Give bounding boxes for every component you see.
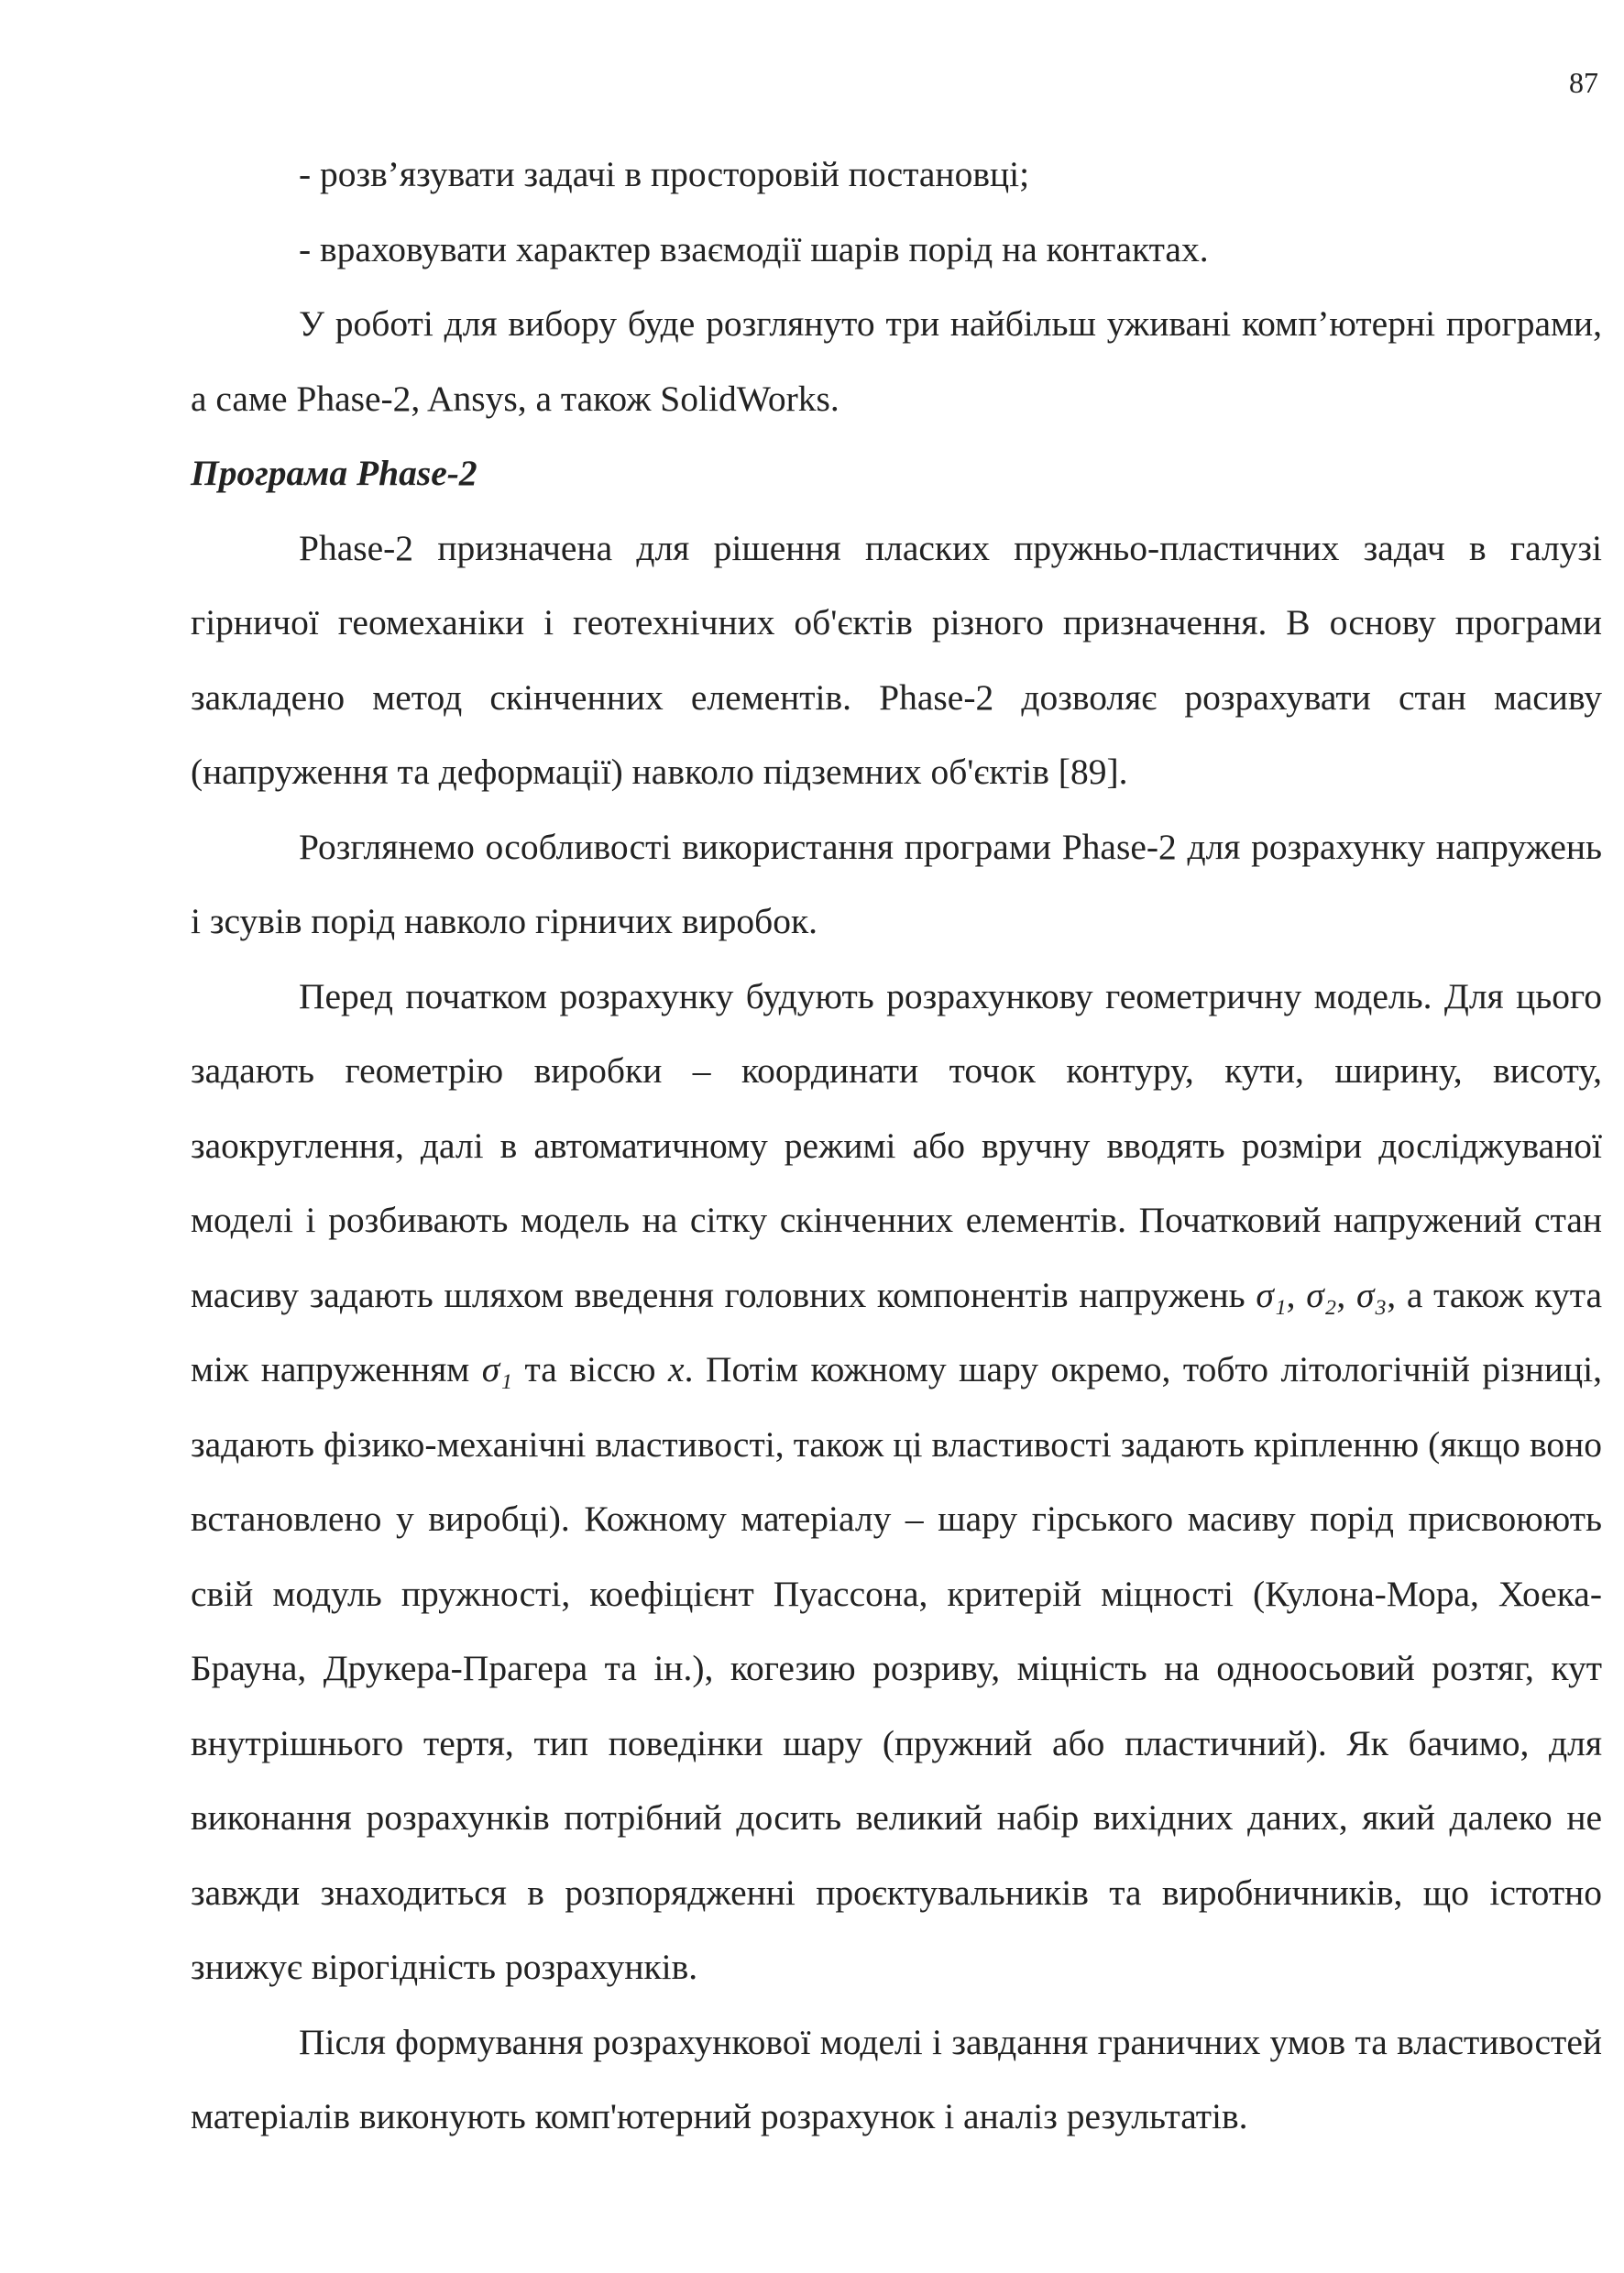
sigma-1-symbol: σ₁ [481, 1349, 512, 1389]
intro-paragraph: У роботі для вибору буде розглянуто три найбільш уживані комп’ютерні програми, а саме Phase-2, Ansys, а також SolidWorks. [191, 303, 1602, 419]
document-body [191, 137, 1602, 2155]
paragraph-text: та віссю [524, 1349, 656, 1389]
paragraph-text: . Потім кожному шару окремо, тобто літологічній різниці, задають фізико-механічні властивості, також ці властивості задають кріпленню (якщо воно встановлено у виробці). Кожному матеріалу – шару гірського масиву порід присвоюють свій модуль пружності, коефіцієнт Пуассона, критерій міцності (Кулона-Мора, Хоека-Брауна, Друкера-Прагера та ін.), когезию розриву, міцність на одноосьовий розтяг, кут внутрішнього тертя, тип поведінки шару (пружний або пластичний). Як бачимо, для виконання розрахунків потрібний досить великий набір вихідних даних, який далеко не завжди знаходиться в розпорядженні проєктувальників та виробничників, що істотно знижує вірогідність розрахунків. [191, 1349, 1603, 1987]
separator: , [1336, 1274, 1357, 1315]
sigma-3-symbol: σ₃ [1356, 1274, 1388, 1315]
x-axis-symbol: x [668, 1349, 685, 1389]
body-paragraph: Phase-2 призначена для рішення пласких пружньо-пластичних задач в галузі гірничої геомеханіки і геотехнічних об'єктів різного призначення. В основу програми закладено метод скінченних елементів. Phase-2 дозволяє розрахувати стан масиву (напруження та деформації) навколо підземних об'єктів [89]. [191, 527, 1602, 792]
separator: , [1286, 1274, 1307, 1315]
body-paragraph-stress [191, 960, 1602, 2005]
list-item: - враховувати характер взаємодії шарів порід на контактах. [299, 228, 1209, 269]
paragraph-text: Перед початком розрахунку будують розрахункову геометричну модель. Для цього задають геометрію виробки – координати точок контуру, кути, ширину, висоту, заокруглення, далі в автоматичному режимі або вручну вводять розміри досліджуваної моделі і розбивають модель на сітку скінченних елементів. Початковий напружений стан масиву задають шляхом введення головних компонентів напружень [191, 975, 1602, 1315]
sigma-2-symbol: σ₂ [1306, 1274, 1337, 1315]
body-paragraph: Розглянемо особливості використання програми Phase-2 для розрахунку напружень і зсувів порід навколо гірничих виробок. [191, 826, 1602, 941]
body-paragraph: Після формування розрахункової моделі і завдання граничних умов та властивостей матеріалів виконують комп'ютерний розрахунок і аналіз результатів. [191, 2021, 1602, 2136]
paragraph-text: , а також кута між напруженням [191, 1274, 1603, 1389]
page-number: 87 [1569, 66, 1598, 99]
section-heading: Програма Phase-2 [191, 453, 477, 493]
sigma-1-symbol: σ₁ [1256, 1274, 1287, 1315]
list-item: - розв’язувати задачі в просторовій постановці; [299, 154, 1030, 194]
